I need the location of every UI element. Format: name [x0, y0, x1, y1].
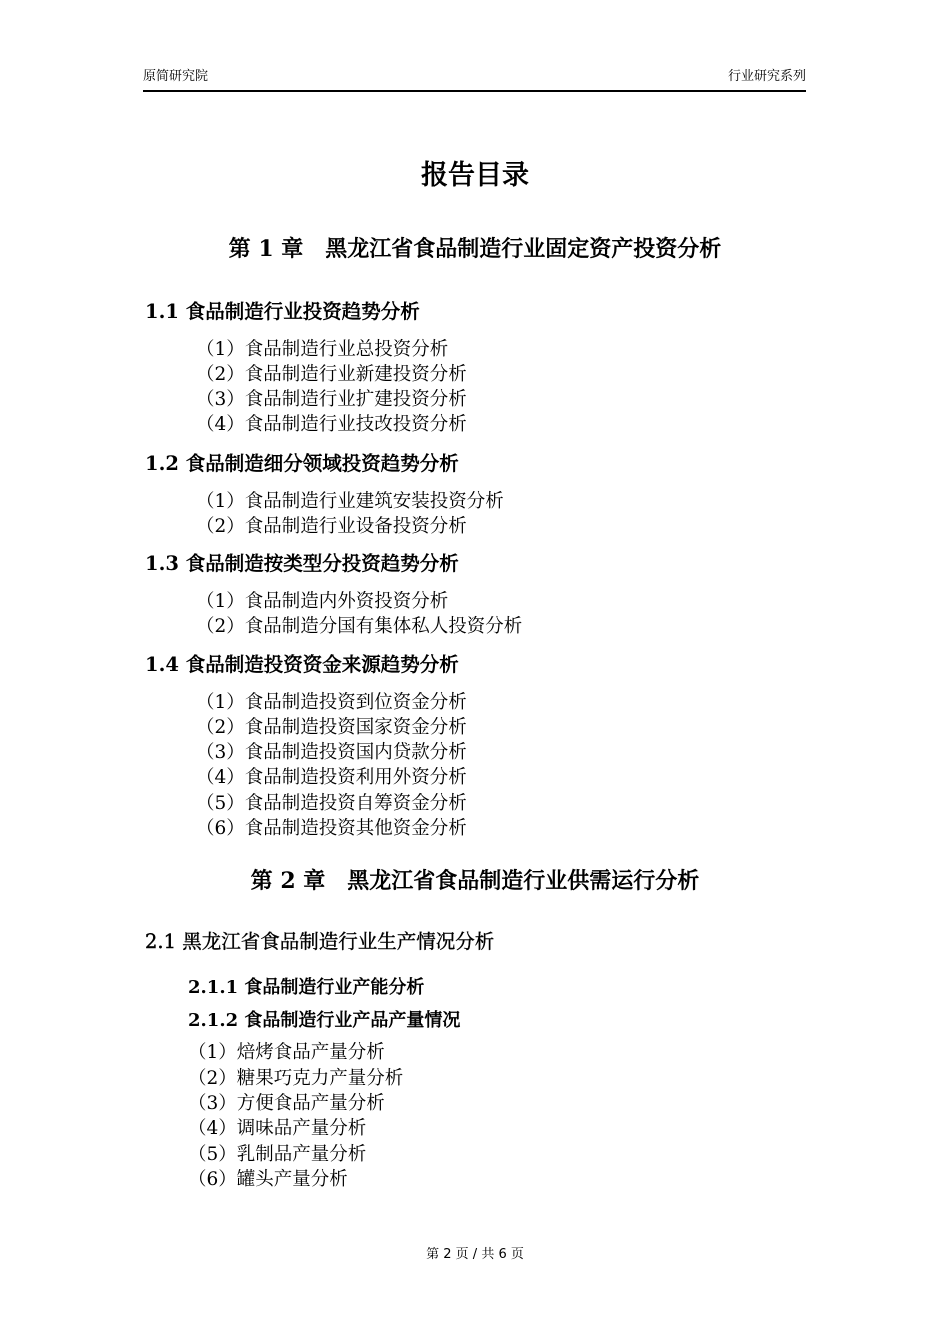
toc-item: （5）食品制造投资自筹资金分析 — [196, 793, 467, 814]
toc-item: （4）食品制造行业技改投资分析 — [196, 414, 467, 435]
section-2-1: 2.1 黑龙江省食品制造行业生产情况分析 — [145, 930, 495, 953]
header-series: 行业研究系列 — [727, 69, 806, 84]
section-1-3: 1.3 食品制造按类型分投资趋势分析 — [145, 552, 459, 575]
toc-item: （6）食品制造投资其他资金分析 — [196, 818, 467, 839]
toc-item: （2）食品制造行业新建投资分析 — [196, 364, 467, 385]
subsection-2-1-2: 2.1.2 食品制造行业产品产量情况 — [188, 1010, 461, 1031]
chapter-2-heading: 第 2 章 黑龙江省食品制造行业供需运行分析 — [250, 868, 700, 894]
section-1-1: 1.1 食品制造行业投资趋势分析 — [145, 300, 420, 323]
toc-item: （3）食品制造行业扩建投资分析 — [196, 389, 467, 410]
toc-title: 报告目录 — [421, 160, 529, 191]
subsection-2-1-1: 2.1.1 食品制造行业产能分析 — [188, 977, 425, 998]
toc-item: （1）焙烤食品产量分析 — [188, 1042, 385, 1063]
toc-item: （1）食品制造内外资投资分析 — [196, 591, 449, 612]
header-org: 原简研究院 — [143, 69, 209, 84]
toc-item: （6）罐头产量分析 — [188, 1169, 348, 1190]
page-number: 第 2 页 / 共 6 页 — [426, 1247, 524, 1262]
toc-item: （3）方便食品产量分析 — [188, 1093, 385, 1114]
section-1-2: 1.2 食品制造细分领域投资趋势分析 — [145, 452, 459, 475]
toc-item: （2）糖果巧克力产量分析 — [188, 1068, 404, 1089]
toc-item: （1）食品制造投资到位资金分析 — [196, 692, 467, 713]
toc-item: （5）乳制品产量分析 — [188, 1144, 367, 1165]
toc-item: （2）食品制造投资国家资金分析 — [196, 717, 467, 738]
chapter-1-heading: 第 1 章 黑龙江省食品制造行业固定资产投资分析 — [228, 236, 722, 262]
toc-item: （1）食品制造行业总投资分析 — [196, 339, 449, 360]
toc-item: （2）食品制造分国有集体私人投资分析 — [196, 616, 523, 637]
section-1-4: 1.4 食品制造投资资金来源趋势分析 — [145, 653, 459, 676]
toc-item: （3）食品制造投资国内贷款分析 — [196, 742, 467, 763]
page-header — [143, 68, 806, 92]
toc-item: （2）食品制造行业设备投资分析 — [196, 516, 467, 537]
toc-item: （4）食品制造投资利用外资分析 — [196, 767, 467, 788]
toc-item: （4）调味品产量分析 — [188, 1118, 367, 1139]
toc-item: （1）食品制造行业建筑安装投资分析 — [196, 491, 504, 512]
